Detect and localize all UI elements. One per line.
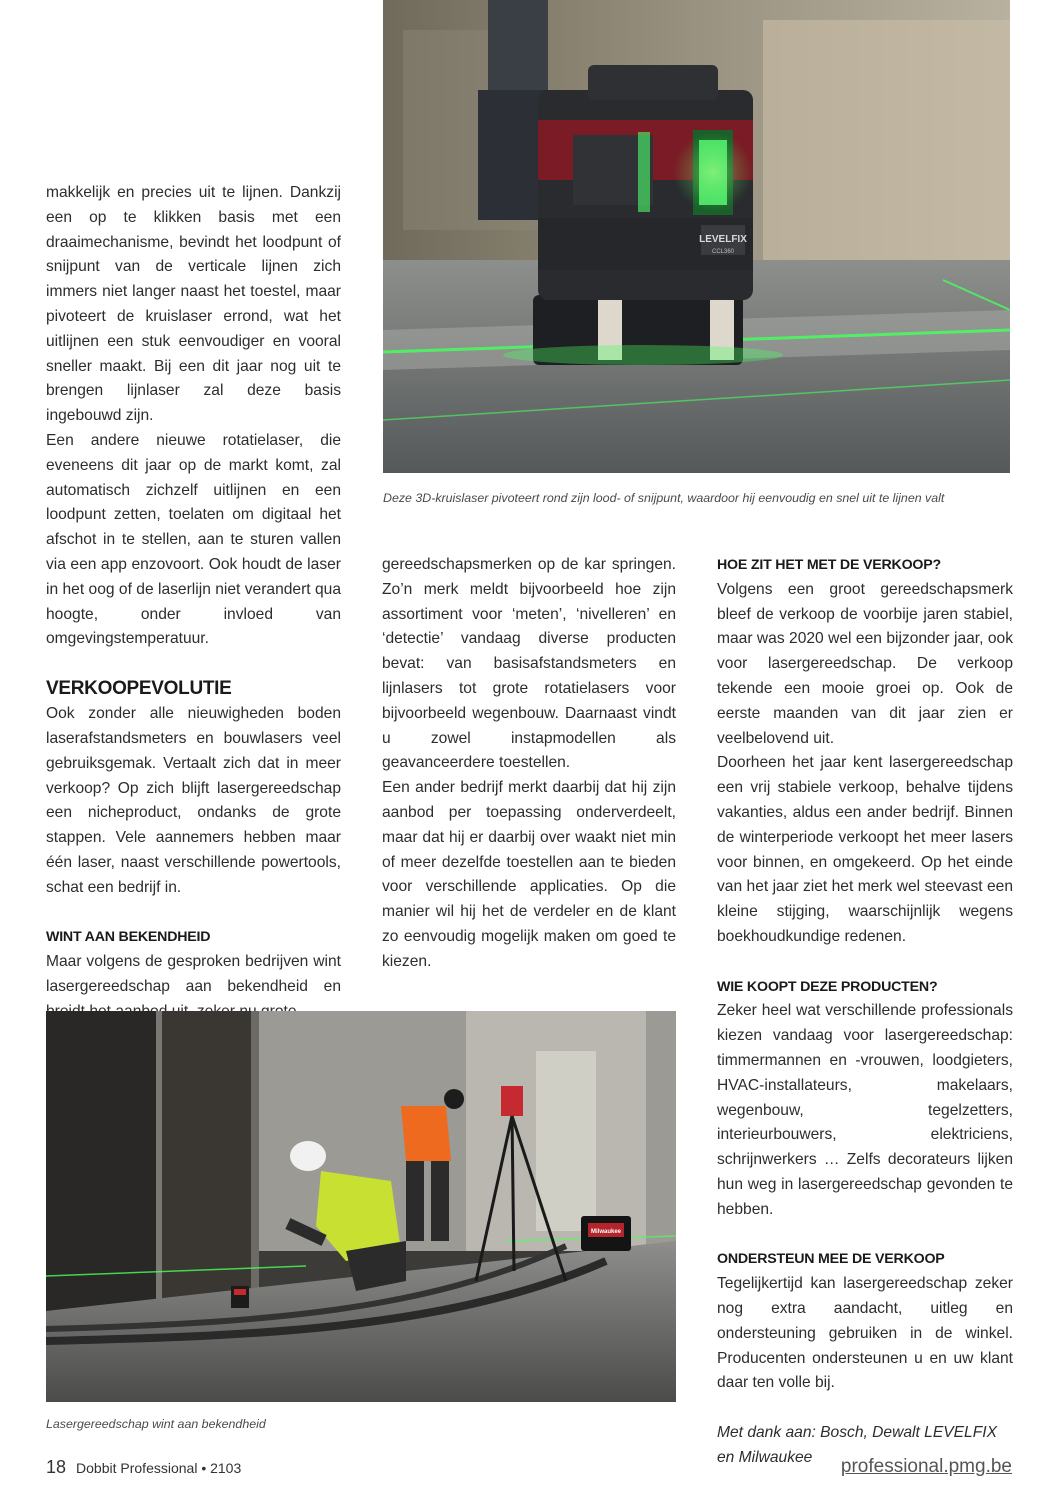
heading-ondersteun: ONDERSTEUN MEE DE VERKOOP [717, 1251, 945, 1268]
col2-paragraph-2: Een ander bedrijf merkt daarbij dat hij zijn aanbod per toepassing onderverdeelt, maar dat hij er daarbij over waakt niet min of meer dezelfde toestellen aan te bieden voor verschillende applicaties. Op die manier wil hij het de verdeler en de klant zo eenvoudig mogelijk maken om goed te kiezen. [382, 779, 676, 970]
column-1 [46, 181, 341, 1025]
col1-paragraph-4: Maar volgens de gesproken bedrijven wint lasergereedschap aan bekendheid en [46, 953, 341, 995]
col1-paragraph-1: makkelijk en precies uit te lijnen. Dankzij een op te klikken basis met een draaimechanisme, bevindt het loodpunt of snijpunt van de verticale lijnen zich immers niet langer naast het toestel, maar pivoteert de kruislaser errond, wat het uitlijnen een stuk eenvoudiger en vooral sneller maakt. Bij een dit jaar nog uit te brengen lijnlaser zal deze basis ingebouwd zijn. [46, 184, 341, 425]
device-model-label: CCL360 [711, 249, 735, 255]
heading-verkoopevolutie: VERKOOPEVOLUTIE [46, 678, 232, 700]
col3-paragraph-3: Zeker heel wat verschillende professionals kiezen vandaag voor lasergereedschap: timmermannen en -vrouwen, loodgieters, HVAC-installateurs, makelaars, wegenbouw, tegelzetters, interieurbouwers, elektriciens, schrijnwerkers … Zelfs decorateurs lijken hun weg in lasergereedschap gevonden te hebben. [717, 1002, 1013, 1218]
heading-hoe-zit-het: HOE ZIT HET MET DE VERKOOP? [717, 557, 941, 573]
top-photo-laser-level [383, 0, 1010, 473]
bottom-photo-caption: Lasergereedschap wint aan bekendheid [46, 1417, 266, 1431]
column-2 [382, 553, 676, 975]
col3-paragraph-4: Tegelijkertijd kan lasergereedschap zeker nog extra aandacht, uitleg en ondersteuning gebruiken in de winkel. Producenten ondersteunen u en uw klant daar ten volle bij. [717, 1275, 1013, 1392]
col2-paragraph-1: gereedschapsmerken op de kar springen. Zo’n merk meldt bijvoorbeeld hoe zijn assortiment voor ‘meten’, ‘nivelleren’ en ‘detectie’ vandaag diverse producten bevat: van basisafstandsmeters en lijnlasers tot grote rotatielasers voor bijvoorbeeld wegenbouw. Daarnaast vindt u zowel instapmodellen als geavanceerdere toestellen. [382, 556, 676, 772]
top-photo-caption: Deze 3D-kruislaser pivoteert rond zijn lood- of snijpunt, waardoor hij eenvoudig en snel uit te lijnen valt [383, 491, 945, 505]
col1-paragraph-3: Ook zonder alle nieuwigheden boden laserafstandsmeters en bouwlasers veel gebruiksgemak. Vertaalt zich dat in meer verkoop? Op zich blijft lasergereedschap een nicheproduct, ondanks de grote stappen. Vele aannemers hebben maar één laser, naast verschillende powertools, schat een bedrijf in. [46, 705, 341, 896]
bottom-photo-workers [46, 1011, 676, 1402]
footer-left [46, 1457, 241, 1478]
column-3 [717, 553, 1013, 1470]
heading-wint-aan-bekendheid: WINT AAN BEKENDHEID [46, 929, 211, 946]
page-number: 18 [46, 1457, 67, 1477]
website-link[interactable]: professional.pmg.be [840, 1456, 1012, 1477]
credit-line: Met dank aan: Bosch, Dewalt LEVELFIX en Milwaukee [717, 1423, 997, 1466]
publication-name: Dobbit Professional • 2103 [76, 1460, 242, 1476]
case-brand-label: Milwaukee [590, 1229, 622, 1235]
col3-paragraph-2: Doorheen het jaar kent lasergereedschap een vrij stabiele verkoop, behalve tijdens vakanties, aldus een ander bedrijf. Binnen de winterperiode verkoopt het meer lasers voor binnen, en omgekeerd. Op het einde van het jaar ziet het merk wel steevast een kleine stijging, waarschijnlijk wegens boekhoudkundige redenen. [717, 754, 1013, 945]
col1-paragraph-2: Een andere nieuwe rotatielaser, die eveneens dit jaar op de markt komt, zal automatisch zichzelf uitlijnen en een loodpunt zetten, toelaten om digitaal het afschot in te stellen, aan te sturen vallen via een app enzovoort. Ook houdt de laser in het oog of de laserlijn niet verandert qua hoogte, onder invloed van omgevingstemperatuur. [46, 431, 341, 648]
col3-paragraph-1: Volgens een groot gereedschapsmerk bleef de verkoop de voorbije jaren stabiel, maar was 2020 wel een bijzonder jaar, ook voor lasergereedschap. De verkoop tekende een mooie groei op. Ook de eerste maanden van dit jaar zien er veelbelovend uit. [717, 580, 1013, 747]
heading-wie-koopt: WIE KOOPT DEZE PRODUCTEN? [717, 978, 938, 995]
device-brand-label: LEVELFIX [699, 234, 747, 245]
